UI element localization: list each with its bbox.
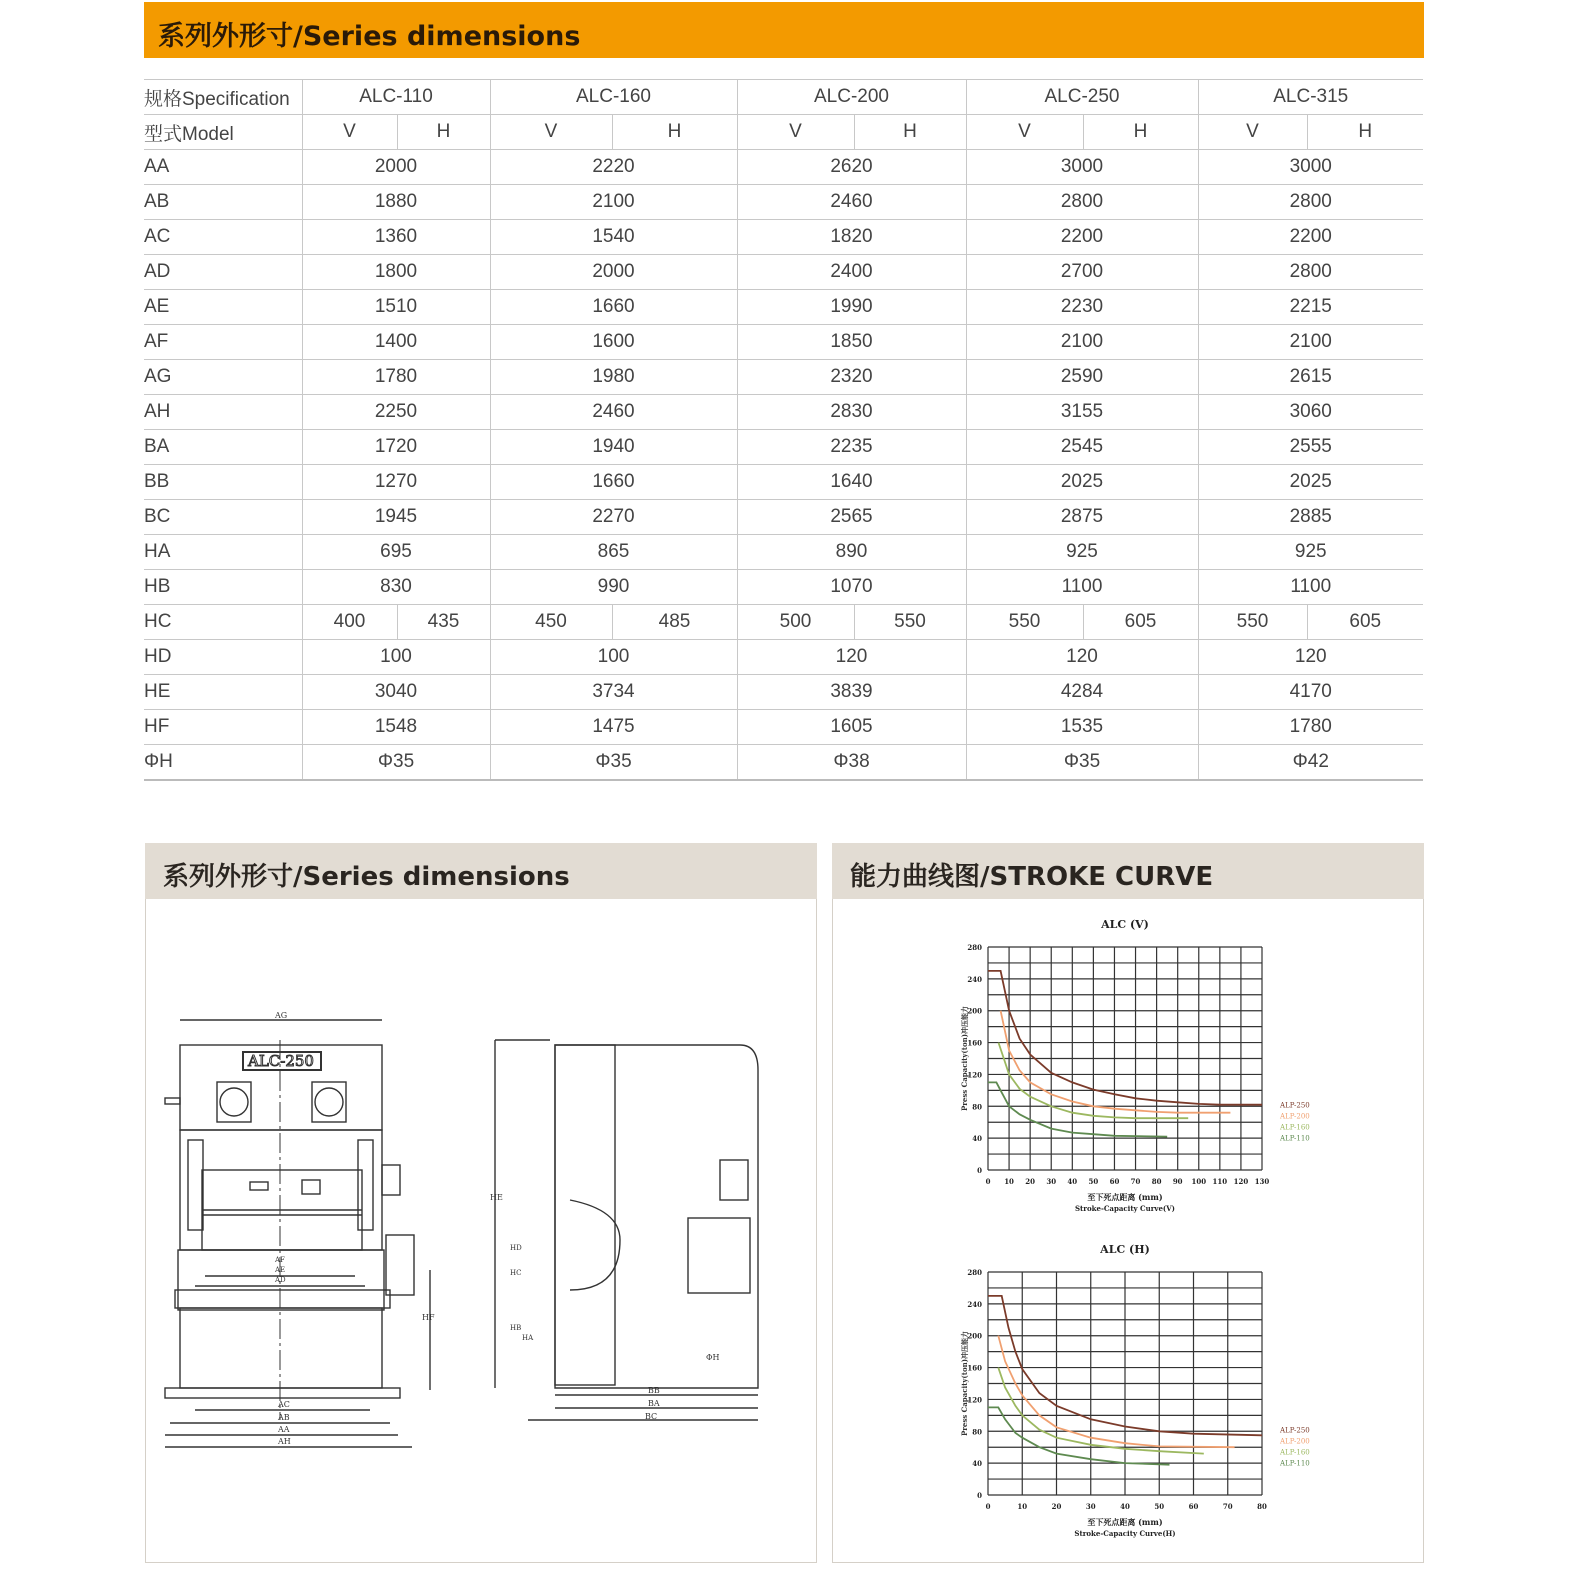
drawing-panel-header <box>145 843 817 899</box>
table-cell: 2800 <box>1198 185 1423 220</box>
table-cell: 1360 <box>302 220 490 255</box>
table-cell: 890 <box>737 535 966 570</box>
table-cell: 2545 <box>966 430 1198 465</box>
table-cell: 865 <box>490 535 737 570</box>
table-cell: 2200 <box>966 220 1198 255</box>
table-cell: 2885 <box>1198 500 1423 535</box>
y-tick-label: 280 <box>967 1268 982 1277</box>
table-row <box>144 430 1423 465</box>
dim-hf: HF <box>422 1313 435 1322</box>
chart-subtitle: Stroke-Capacity Curve(V) <box>1075 1204 1175 1213</box>
row-label: ΦH <box>144 745 302 781</box>
type-h: H <box>397 115 490 150</box>
table-cell: 1475 <box>490 710 737 745</box>
drawing-panel-title: 系列外形寸/Series dimensions <box>163 862 570 892</box>
x-tick-label: 0 <box>985 1502 991 1511</box>
table-row <box>144 150 1423 185</box>
row-label: AB <box>144 185 302 220</box>
table-cell: 2200 <box>1198 220 1423 255</box>
table-cell: 1540 <box>490 220 737 255</box>
y-tick-label: 120 <box>967 1070 982 1080</box>
y-axis-label: Press Capacity(ton)冲压能力 <box>960 1005 969 1112</box>
series-line-alp-200 <box>998 1336 1234 1448</box>
table-cell: 3000 <box>966 150 1198 185</box>
x-tick-label: 50 <box>1154 1502 1165 1511</box>
dim-ha: HA <box>522 1334 534 1342</box>
chart-title: ALC (H) <box>1100 1243 1150 1256</box>
front-view <box>165 1011 435 1447</box>
cell-h: 485 <box>612 605 737 640</box>
chart-title: ALC (V) <box>1101 918 1149 931</box>
side-view <box>490 1040 758 1421</box>
table-row <box>144 255 1423 290</box>
table-cell: 1780 <box>302 360 490 395</box>
y-tick-label: 40 <box>972 1459 982 1469</box>
table-cell: 2025 <box>966 465 1198 500</box>
row-label: HA <box>144 535 302 570</box>
table-cell: 1100 <box>966 570 1198 605</box>
x-tick-label: 30 <box>1085 1502 1096 1511</box>
table-cell: 1660 <box>490 290 737 325</box>
y-axis-label: Press Capacity(ton)冲压能力 <box>960 1330 969 1437</box>
stroke-curve-chart-v <box>950 910 1340 1220</box>
dim-phi: ΦH <box>706 1353 720 1362</box>
section-title: 系列外形寸/Series dimensions <box>158 21 581 52</box>
row-label: BB <box>144 465 302 500</box>
y-tick-label: 0 <box>977 1491 982 1500</box>
table-cell: 1720 <box>302 430 490 465</box>
table-cell: 3839 <box>737 675 966 710</box>
table-cell: 2565 <box>737 500 966 535</box>
table-cell: 2620 <box>737 150 966 185</box>
table-cell: 1070 <box>737 570 966 605</box>
legend-item: ALP-160 <box>1280 1123 1310 1132</box>
row-label: BC <box>144 500 302 535</box>
x-tick-label: 60 <box>1109 1177 1120 1186</box>
table-row <box>144 360 1423 395</box>
legend-item: ALP-250 <box>1280 1101 1310 1110</box>
dim-ab: AB <box>278 1413 290 1422</box>
x-tick-label: 20 <box>1051 1502 1062 1511</box>
y-tick-label: 80 <box>972 1427 982 1437</box>
table-cell: 2250 <box>302 395 490 430</box>
model-header: ALC-315 <box>1198 80 1423 115</box>
spec-label: 规格Specification <box>144 80 302 115</box>
legend-item: ALP-110 <box>1280 1134 1310 1143</box>
table-cell: 3155 <box>966 395 1198 430</box>
row-label: AG <box>144 360 302 395</box>
x-tick-label: 80 <box>1151 1177 1162 1186</box>
table-cell: 2100 <box>490 185 737 220</box>
table-cell: 1548 <box>302 710 490 745</box>
model-header: ALC-110 <box>302 80 490 115</box>
table-cell: 1940 <box>490 430 737 465</box>
dim-ba: BA <box>648 1399 660 1408</box>
x-tick-label: 40 <box>1067 1177 1078 1186</box>
cell-v: 500 <box>737 605 854 640</box>
dim-aa: AA <box>278 1425 290 1434</box>
table-cell: 1605 <box>737 710 966 745</box>
dim-ac: AC <box>278 1400 290 1409</box>
table-cell: 100 <box>302 640 490 675</box>
table-cell: 100 <box>490 640 737 675</box>
table-cell: 2830 <box>737 395 966 430</box>
y-tick-label: 120 <box>967 1395 982 1405</box>
x-tick-label: 100 <box>1191 1177 1207 1186</box>
row-label: HC <box>144 605 302 640</box>
type-v: V <box>490 115 612 150</box>
x-tick-label: 70 <box>1222 1502 1233 1511</box>
table-row <box>144 675 1423 710</box>
cell-v: 550 <box>966 605 1083 640</box>
type-h: H <box>1083 115 1198 150</box>
model-row <box>144 115 1423 150</box>
table-cell: 2400 <box>737 255 966 290</box>
table-cell: 2460 <box>737 185 966 220</box>
table-cell: 2235 <box>737 430 966 465</box>
dim-ag: AG <box>275 1011 288 1020</box>
table-row <box>144 605 1423 640</box>
table-row <box>144 185 1423 220</box>
table-cell: 3040 <box>302 675 490 710</box>
row-label: HF <box>144 710 302 745</box>
curve-panel-title: 能力曲线图/STROKE CURVE <box>850 862 1214 892</box>
y-tick-label: 160 <box>967 1363 982 1373</box>
table-cell: 2000 <box>490 255 737 290</box>
table-cell: 2460 <box>490 395 737 430</box>
x-tick-label: 80 <box>1257 1502 1267 1511</box>
section-header <box>144 2 1424 58</box>
dim-hb: HB <box>510 1324 522 1332</box>
table-cell: 1780 <box>1198 710 1423 745</box>
x-tick-label: 40 <box>1120 1502 1130 1511</box>
table-row <box>144 220 1423 255</box>
cell-v: 550 <box>1198 605 1307 640</box>
row-label: AA <box>144 150 302 185</box>
table-row <box>144 325 1423 360</box>
table-cell: 1400 <box>302 325 490 360</box>
table-cell: 2230 <box>966 290 1198 325</box>
y-tick-label: 200 <box>967 1006 982 1016</box>
spec-row <box>144 80 1423 115</box>
table-cell: 2800 <box>966 185 1198 220</box>
table-cell: 2700 <box>966 255 1198 290</box>
table-cell: 2555 <box>1198 430 1423 465</box>
row-label: HB <box>144 570 302 605</box>
row-label: BA <box>144 430 302 465</box>
table-cell: 1535 <box>966 710 1198 745</box>
dim-ad: AD <box>275 1276 286 1284</box>
x-tick-label: 130 <box>1254 1177 1270 1186</box>
dim-ah: AH <box>278 1437 291 1446</box>
table-cell: 2100 <box>966 325 1198 360</box>
y-tick-label: 0 <box>977 1166 982 1175</box>
stroke-curve-chart-h <box>950 1235 1340 1545</box>
table-cell: 1880 <box>302 185 490 220</box>
chart-subtitle: Stroke-Capacity Curve(H) <box>1074 1529 1176 1538</box>
type-h: H <box>854 115 966 150</box>
table-cell: 3000 <box>1198 150 1423 185</box>
table-cell: 120 <box>737 640 966 675</box>
type-h: H <box>1307 115 1423 150</box>
x-tick-label: 30 <box>1046 1177 1057 1186</box>
y-tick-label: 160 <box>967 1038 982 1048</box>
table-cell: 1980 <box>490 360 737 395</box>
table-cell: Φ35 <box>302 745 490 781</box>
table-cell: Φ35 <box>490 745 737 781</box>
table-cell: 2320 <box>737 360 966 395</box>
type-v: V <box>737 115 854 150</box>
table-row <box>144 465 1423 500</box>
model-header: ALC-200 <box>737 80 966 115</box>
table-cell: 2270 <box>490 500 737 535</box>
table-cell: 1850 <box>737 325 966 360</box>
table-row <box>144 500 1423 535</box>
table-cell: 695 <box>302 535 490 570</box>
y-tick-label: 80 <box>972 1102 982 1112</box>
table-cell: Φ42 <box>1198 745 1423 781</box>
x-tick-label: 10 <box>1017 1502 1028 1511</box>
table-row <box>144 290 1423 325</box>
table-cell: 1640 <box>737 465 966 500</box>
table-cell: Φ35 <box>966 745 1198 781</box>
dim-hc: HC <box>510 1269 522 1277</box>
x-tick-label: 60 <box>1188 1502 1199 1511</box>
model-label: 型式Model <box>144 115 302 150</box>
table-row <box>144 640 1423 675</box>
press-drawing <box>150 1000 810 1450</box>
table-cell: 2800 <box>1198 255 1423 290</box>
row-label: AD <box>144 255 302 290</box>
curve-panel-header <box>832 843 1424 899</box>
x-tick-label: 110 <box>1212 1177 1228 1186</box>
x-tick-label: 50 <box>1088 1177 1099 1186</box>
cell-v: 450 <box>490 605 612 640</box>
table-cell: 2100 <box>1198 325 1423 360</box>
row-label: HE <box>144 675 302 710</box>
dim-af: AF <box>275 1256 285 1264</box>
table-cell: 1510 <box>302 290 490 325</box>
legend-item: ALP-200 <box>1280 1437 1310 1446</box>
x-tick-label: 10 <box>1004 1177 1014 1186</box>
table-cell: 1600 <box>490 325 737 360</box>
dimensions-table <box>144 79 1423 781</box>
table-cell: 1990 <box>737 290 966 325</box>
table-row <box>144 570 1423 605</box>
table-cell: 120 <box>966 640 1198 675</box>
table-cell: 3734 <box>490 675 737 710</box>
x-tick-label: 70 <box>1130 1177 1141 1186</box>
table-cell: 990 <box>490 570 737 605</box>
legend-item: ALP-160 <box>1280 1448 1310 1457</box>
legend-item: ALP-250 <box>1280 1426 1310 1435</box>
series-line-alp-110 <box>988 1407 1170 1464</box>
table-cell: 1820 <box>737 220 966 255</box>
row-label: AH <box>144 395 302 430</box>
series-line-alp-200 <box>1001 1011 1231 1113</box>
legend-item: ALP-200 <box>1280 1112 1310 1121</box>
x-tick-label: 20 <box>1025 1177 1036 1186</box>
type-v: V <box>302 115 397 150</box>
x-tick-label: 120 <box>1233 1177 1249 1186</box>
table-cell: 4284 <box>966 675 1198 710</box>
type-v: V <box>966 115 1083 150</box>
x-tick-label: 0 <box>985 1177 991 1186</box>
cell-h: 435 <box>397 605 490 640</box>
dim-he: HE <box>490 1193 503 1202</box>
model-header: ALC-250 <box>966 80 1198 115</box>
table-row <box>144 745 1423 781</box>
dim-hd: HD <box>510 1244 522 1252</box>
table-cell: 2000 <box>302 150 490 185</box>
table-cell: 2025 <box>1198 465 1423 500</box>
dim-ae: AE <box>275 1266 286 1274</box>
dim-bc: BC <box>645 1412 658 1421</box>
y-tick-label: 280 <box>967 943 982 952</box>
x-axis-label: 至下死点距离 (mm) <box>1087 1192 1163 1202</box>
table-row <box>144 710 1423 745</box>
table-cell: 2615 <box>1198 360 1423 395</box>
table-cell: 2220 <box>490 150 737 185</box>
table-row <box>144 535 1423 570</box>
table-cell: 1270 <box>302 465 490 500</box>
x-tick-label: 90 <box>1172 1177 1183 1186</box>
table-cell: 1100 <box>1198 570 1423 605</box>
table-cell: 1660 <box>490 465 737 500</box>
row-label: AF <box>144 325 302 360</box>
cell-v: 400 <box>302 605 397 640</box>
table-cell: 4170 <box>1198 675 1423 710</box>
row-label: AC <box>144 220 302 255</box>
nameplate: ALC-250 <box>248 1052 314 1070</box>
model-header: ALC-160 <box>490 80 737 115</box>
x-axis-label: 至下死点距离 (mm) <box>1087 1517 1163 1527</box>
table-cell: 120 <box>1198 640 1423 675</box>
y-tick-label: 40 <box>972 1134 982 1144</box>
table-cell: 925 <box>1198 535 1423 570</box>
cell-h: 605 <box>1307 605 1423 640</box>
table-cell: 925 <box>966 535 1198 570</box>
table-cell: 2875 <box>966 500 1198 535</box>
table-cell: 1945 <box>302 500 490 535</box>
dim-bb: BB <box>648 1386 660 1395</box>
cell-h: 605 <box>1083 605 1198 640</box>
table-cell: 3060 <box>1198 395 1423 430</box>
table-cell: 830 <box>302 570 490 605</box>
y-tick-label: 240 <box>967 1299 982 1309</box>
table-cell: 1800 <box>302 255 490 290</box>
series-line-alp-250 <box>988 971 1262 1105</box>
cell-h: 550 <box>854 605 966 640</box>
type-h: H <box>612 115 737 150</box>
table-cell: 2590 <box>966 360 1198 395</box>
row-label: HD <box>144 640 302 675</box>
table-cell: Φ38 <box>737 745 966 781</box>
legend-item: ALP-110 <box>1280 1459 1310 1468</box>
y-tick-label: 240 <box>967 974 982 984</box>
type-v: V <box>1198 115 1307 150</box>
row-label: AE <box>144 290 302 325</box>
y-tick-label: 200 <box>967 1331 982 1341</box>
table-cell: 2215 <box>1198 290 1423 325</box>
table-row <box>144 395 1423 430</box>
